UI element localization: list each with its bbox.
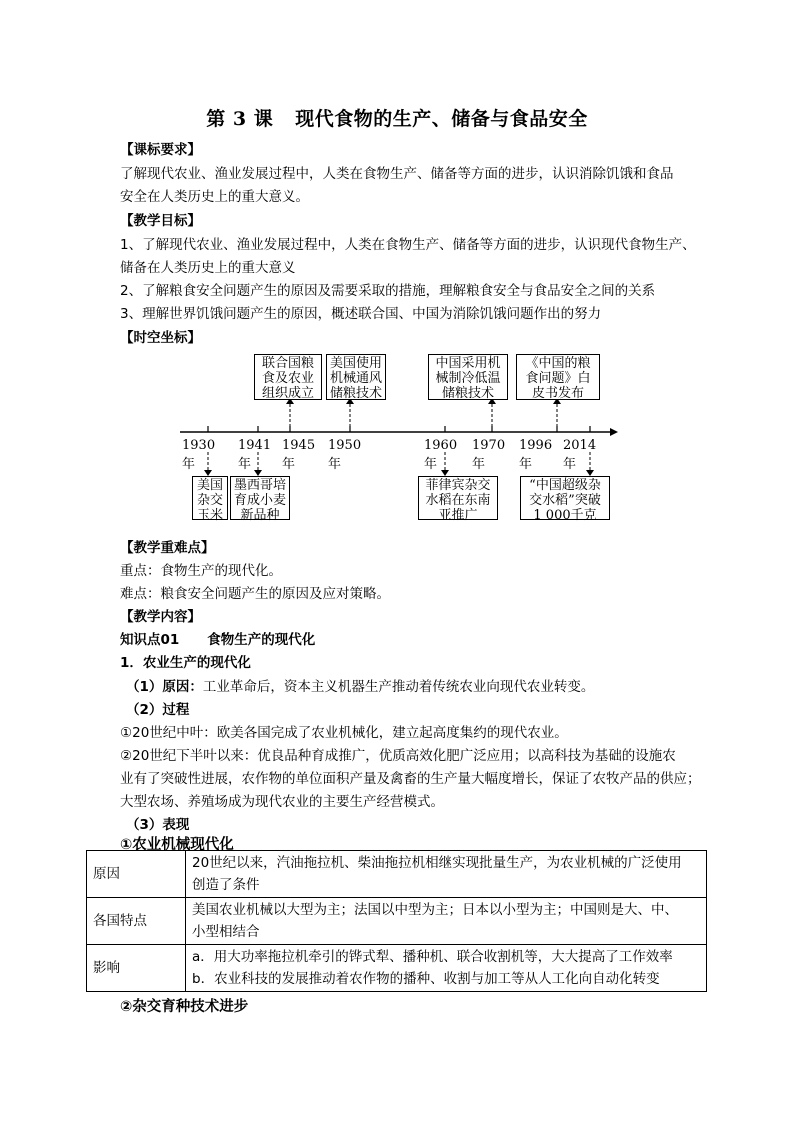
table-line: 美国农业机械以大型为主；法国以中型为主；日本以小型为主；中国则是大、中、	[192, 902, 678, 918]
event-text: 菲律宾杂交	[425, 478, 491, 493]
year-label: 1960年	[424, 438, 458, 472]
event-text: “中国超级杂	[529, 478, 601, 493]
lesson-number: 第 3 课	[206, 108, 274, 130]
event-text: 交水稻”突破	[529, 493, 601, 508]
lesson-title: 现代食物的生产、储备与食品安全	[295, 108, 588, 130]
event-text: 1 000千克	[533, 508, 597, 523]
event-box-china-refrigeration	[428, 354, 508, 400]
event-text: 械制冷低温	[435, 371, 501, 386]
event-text: 中国采用机	[435, 356, 501, 371]
event-text: 美国	[196, 478, 223, 493]
event-text: 储粮技术	[329, 386, 382, 401]
table-row	[87, 945, 707, 992]
event-text: 育成小麦	[233, 493, 286, 508]
event-box-us-hybrid-corn	[192, 476, 228, 523]
event-box-fao	[254, 354, 322, 400]
event-box-super-rice	[520, 476, 610, 523]
table-row	[87, 851, 707, 898]
event-text: 组织成立	[261, 386, 314, 401]
table-line: 创造了条件	[192, 877, 260, 893]
process-p2-line1: ②20世纪下半叶以来：优良品种育成推广，优质高效化肥广泛应用；以高科技为基础的设施农	[120, 748, 676, 764]
kp-number: 知识点01	[120, 632, 180, 648]
event-text: 储粮技术	[441, 386, 494, 401]
process-p2-line3: 大型农场、养殖场成为现代农业的主要生产经营模式。	[120, 794, 444, 810]
kebiao-line-1: 了解现代农业、渔业发展过程中，人类在食物生产、储备等方面的进步，认识消除饥饿和食品	[120, 166, 674, 182]
year-label: 1996年	[519, 438, 553, 472]
event-text: 新品种	[240, 508, 280, 523]
mubiao-line-1: 1、了解现代农业、渔业发展过程中，人类在食物生产、储备等方面的进步，认识现代食物生产、	[120, 237, 696, 253]
mechanization-heading: ①农业机械现代化	[120, 837, 234, 853]
event-text: 机械通风	[329, 371, 382, 386]
event-text: 水稻在东南	[425, 493, 491, 508]
section-heading-shikong: 【时空坐标】	[120, 330, 201, 346]
event-text: 《中国的粮	[525, 356, 591, 371]
nandian-line: 难点：粮食安全问题产生的原因及应对策略。	[120, 586, 390, 602]
mubiao-line-3: 2、了解粮食安全问题产生的原因及需要采取的措施，理解粮食安全与食品安全之间的关系	[120, 283, 656, 299]
table-head-cell: 影响	[87, 945, 186, 992]
table-content-cell	[186, 898, 707, 945]
event-text: 玉米	[196, 508, 223, 523]
zhongdian-line: 重点：食物生产的现代化。	[120, 563, 282, 579]
year-label: 1950年	[328, 438, 362, 472]
year-label: 1970年	[472, 438, 506, 472]
event-text: 食及农业	[261, 371, 314, 386]
event-text: 食问题》白	[525, 371, 591, 386]
year-label: 1930年	[182, 438, 216, 472]
event-text: 杂交	[196, 493, 223, 508]
table-head-cell: 原因	[87, 851, 186, 898]
event-box-us-ventilation	[326, 354, 386, 400]
event-text: 美国使用	[329, 356, 382, 371]
section-heading-kebiao: 【课标要求】	[120, 142, 201, 158]
hybrid-breeding-heading: ②杂交育种技术进步	[120, 999, 249, 1015]
mechanization-table	[86, 850, 707, 992]
table-line: a．用大功率拖拉机牵引的铧式犁、播种机、联合收割机等，大大提高了工作效率	[192, 949, 673, 965]
table-content-cell	[186, 851, 707, 898]
table-line: 小型相结合	[192, 924, 260, 940]
process-p1: ①20世纪中叶：欧美各国完成了农业机械化，建立起高度集约的现代农业。	[120, 725, 568, 741]
table-line: b．农业科技的发展推动着农作物的播种、收割与加工等从人工化向自动化转变	[192, 971, 660, 987]
event-text: 皮书发布	[531, 386, 584, 401]
section-heading-neirong: 【教学内容】	[120, 609, 201, 625]
year-label: 1945年	[282, 438, 316, 472]
event-box-mexico-wheat	[230, 476, 290, 523]
year-label: 1941年	[238, 438, 272, 472]
table-row	[87, 898, 707, 945]
reason-label: （1）原因：	[126, 679, 203, 695]
section-heading-zhongnan: 【教学重难点】	[120, 540, 215, 556]
reason-line	[126, 675, 594, 695]
subheading-1: 1．农业生产的现代化	[120, 655, 251, 671]
event-box-philippines-rice	[418, 476, 498, 523]
process-heading: （2）过程	[126, 702, 190, 718]
mubiao-line-2: 储备在人类历史上的重大意义	[120, 260, 296, 276]
section-heading-mubiao: 【教学目标】	[120, 213, 201, 229]
table-line: 20世纪以来，汽油拖拉机、柴油拖拉机相继实现批量生产，为农业机械的广泛使用	[192, 855, 682, 871]
kp-title: 食物生产的现代化	[207, 632, 316, 648]
table-head-cell: 各国特点	[87, 898, 186, 945]
table-content-cell	[186, 945, 707, 992]
process-p2-line2: 业有了突破性进展，农作物的单位面积产量及禽畜的生产量大幅度增长，保证了农牧产品的供应；	[120, 771, 701, 787]
biaoxian-heading: （3）表现	[126, 817, 190, 833]
event-text: 联合国粮	[261, 356, 314, 371]
kebiao-line-2: 安全在人类历史上的重大意义。	[120, 189, 309, 205]
event-text: 亚推广	[438, 508, 478, 523]
year-label: 2014年	[563, 438, 597, 472]
event-text: 墨西哥培	[233, 478, 286, 493]
mubiao-line-4: 3、理解世界饥饿问题产生的原因，概述联合国、中国为消除饥饿问题作出的努力	[120, 306, 602, 322]
knowledge-point-label	[120, 628, 315, 648]
event-box-white-paper	[516, 354, 600, 400]
reason-text: 工业革命后，资本主义机器生产推动着传统农业向现代农业转变。	[202, 679, 595, 695]
